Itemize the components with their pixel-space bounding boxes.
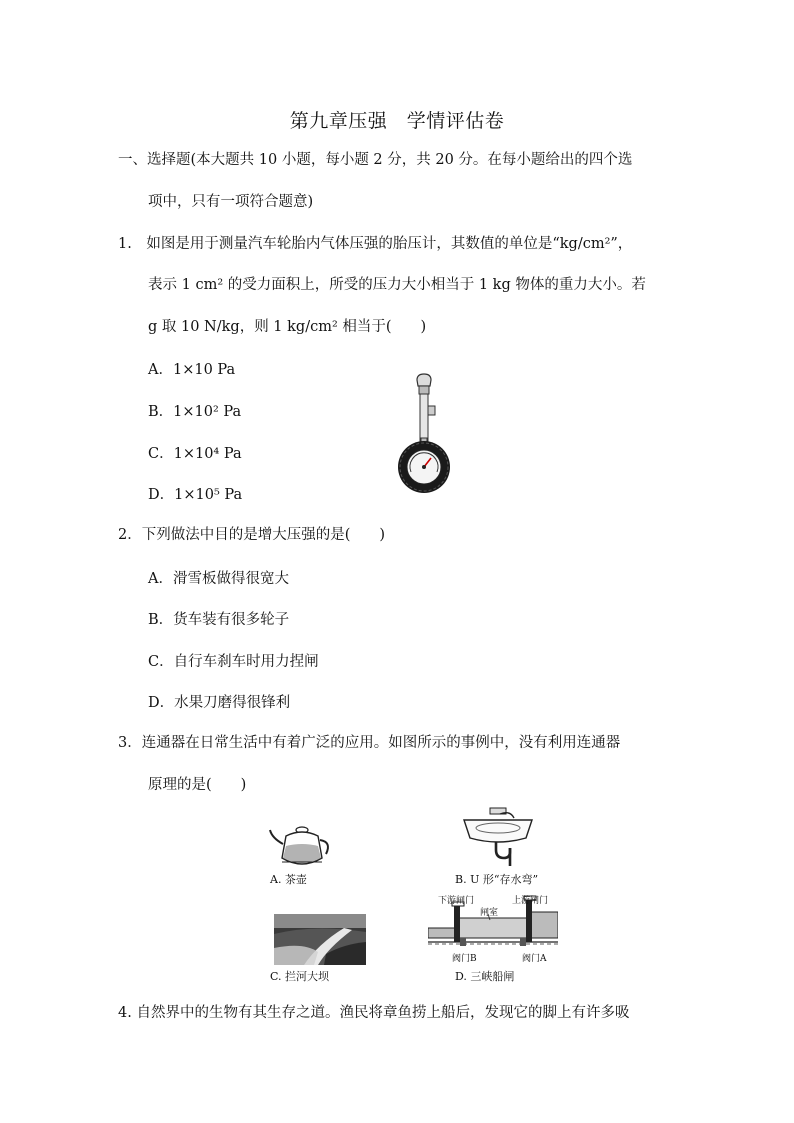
q1-stem-line1: 1. 如图是用于测量汽车轮胎内气体压强的胎压计，其数值的单位是“kg/cm²”， bbox=[118, 236, 633, 252]
figure-caption-a: A. 茶壶 bbox=[270, 873, 307, 886]
q2-option-d: D．水果刀磨得很锋利 bbox=[148, 695, 291, 711]
q4-stem-line1: 4. 自然界中的生物有其生存之道。渔民将章鱼捞上船后，发现它的脚上有许多吸 bbox=[118, 1005, 630, 1021]
q3-stem-line2: 原理的是( ) bbox=[148, 777, 247, 793]
q2-option-c: C．自行车刹车时用力捏闸 bbox=[148, 654, 319, 670]
dam-photo-icon bbox=[274, 914, 366, 965]
lock-label-valve-b: 阀门B bbox=[452, 954, 477, 964]
q1-stem-line3: g 取 10 N/kg，则 1 kg/cm² 相当于( ) bbox=[148, 319, 427, 335]
page-title: 第九章压强 学情评估卷 bbox=[289, 110, 505, 132]
tire-pressure-gauge-icon bbox=[395, 372, 457, 496]
figure-caption-c: C. 拦河大坝 bbox=[270, 970, 330, 983]
q1-option-b: B．1×10² Pa bbox=[148, 404, 242, 420]
q2-option-b: B．货车装有很多轮子 bbox=[148, 612, 290, 628]
q1-option-c: C．1×10⁴ Pa bbox=[148, 446, 242, 462]
q1-option-a: A．1×10 Pa bbox=[148, 362, 236, 378]
section-heading: 一、选择题(本大题共 10 小题，每小题 2 分，共 20 分。在每小题给出的四个选 bbox=[118, 152, 633, 168]
q1-option-d: D．1×10⁵ Pa bbox=[148, 487, 243, 503]
q3-stem-line1: 3．连通器在日常生活中有着广泛的应用。如图所示的事例中，没有利用连通器 bbox=[118, 735, 621, 751]
q2-option-a: A．滑雪板做得很宽大 bbox=[148, 571, 289, 587]
q2-stem: 2．下列做法中目的是增大压强的是( ) bbox=[118, 527, 386, 543]
lock-label-upstream-gate: 上游闸门 bbox=[512, 896, 549, 906]
lock-label-downstream-gate: 下游闸门 bbox=[438, 896, 475, 906]
section-heading-cont: 项中，只有一项符合题意) bbox=[148, 194, 314, 210]
u-trap-sink-icon bbox=[460, 806, 536, 868]
q1-stem-line2: 表示 1 cm² 的受力面积上，所受的压力大小相当于 1 kg 物体的重力大小。若 bbox=[148, 277, 646, 293]
figure-caption-d: D. 三峡船闸 bbox=[455, 970, 515, 983]
lock-label-chamber: 闸室 bbox=[480, 908, 499, 918]
lock-label-valve-a: 阀门A bbox=[522, 954, 547, 964]
teapot-icon bbox=[268, 822, 336, 872]
figure-caption-b: B. U 形“存水弯” bbox=[455, 873, 539, 886]
